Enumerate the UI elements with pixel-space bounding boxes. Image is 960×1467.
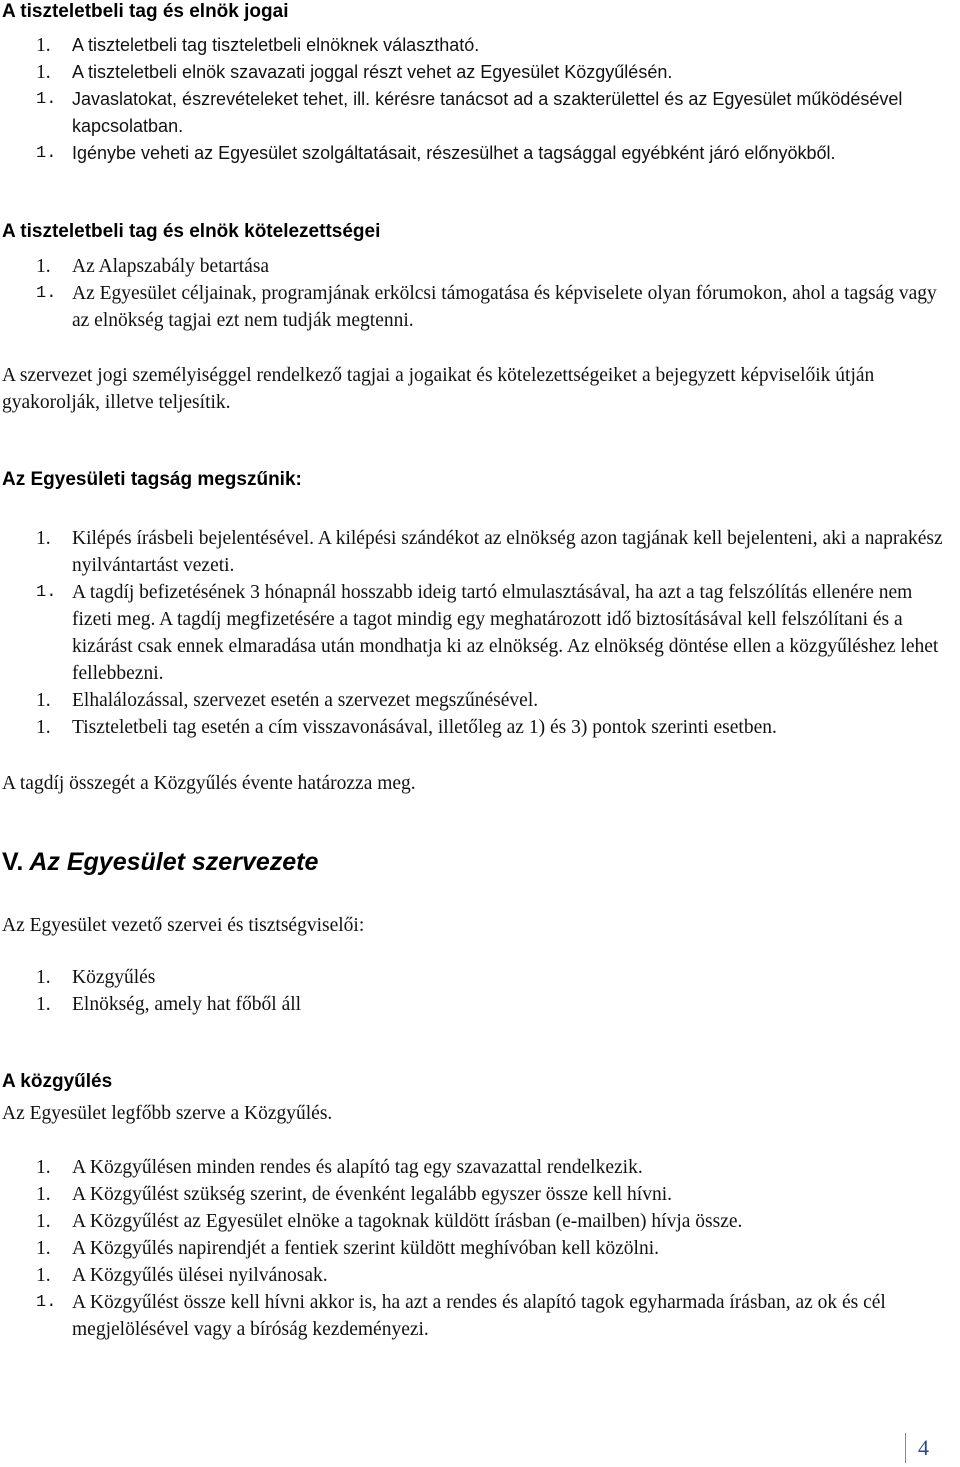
list-item-text: A tagdíj befizetésének 3 hónapnál hosszabb ideig tartó elmulasztásával, ha azt a tag felszólítás ellenére nem fizeti meg. A tagdíj megfizetésére a tagot mindig egy meghatározott idő biztosításával kell felszólítani és a kizárást csak ennek elmaradása után mondhatja ki az elnökség. Az elnökség döntése ellen a közgyűléshez lehet fellebbezni. [72, 582, 939, 684]
list-item-text: A tiszteletbeli elnök szavazati joggal részt vehet az Egyesület Közgyűlésén. [72, 62, 673, 82]
list-marker: 1. [36, 256, 51, 277]
list-marker: 1. [36, 690, 51, 711]
list-marker: 1. [36, 994, 51, 1015]
list-marker: 1. [36, 528, 51, 549]
list-item [0, 1289, 956, 1343]
paragraph-representatives: A szervezet jogi személyiséggel rendelkező tagjai a jogaikat és kötelezettségeiket a bejegyzett képviselőik útján gyakorolják, illetve teljesítik. [2, 365, 875, 413]
list-marker: 1. [36, 1238, 51, 1259]
list-item-text: A tiszteletbeli tag tiszteletbeli elnöknek választható. [72, 35, 480, 55]
list-item-text: A Közgyűlés ülései nyilvánosak. [72, 1265, 328, 1286]
list-marker: 1. [36, 967, 51, 988]
heading-honorary-duties: A tiszteletbeli tag és elnök kötelezettségei [2, 221, 381, 242]
honorary-duties-list [0, 253, 956, 334]
list-item-text: Elhalálozással, szervezet esetén a szervezet megszűnésével. [72, 690, 539, 711]
list-item [0, 86, 956, 140]
list-item [0, 714, 956, 741]
honorary-rights-list [0, 32, 956, 167]
list-marker: 1. [36, 1293, 57, 1312]
list-item-text: Kilépés írásbeli bejelentésével. A kilépési szándékot az elnökség azon tagjának kell bejelenteni, aki a naprakész nyilvántartást vezeti. [72, 528, 943, 576]
list-marker: 1. [36, 1157, 51, 1178]
list-item [0, 1154, 956, 1181]
list-marker: 1. [36, 583, 57, 602]
list-item [0, 579, 956, 687]
list-item-text: Az Egyesület céljainak, programjának erkölcsi támogatása és képviselete olyan fórumokon, ahol a tagság vagy az elnökség tagjai ezt nem tudják megtenni. [72, 283, 937, 331]
paragraph-organs: Az Egyesület vezető szervei és tisztségviselői: [2, 915, 365, 936]
list-item-text: A Közgyűlést az Egyesület elnöke a tagoknak küldött írásban (e-mailben) hívja össze. [72, 1211, 743, 1232]
list-item-text: Igénybe veheti az Egyesület szolgáltatásait, részesülhet a tagsággal egyébként járó előnyökből. [72, 143, 836, 163]
list-item [0, 140, 956, 167]
assembly-list [0, 1154, 956, 1343]
list-item-text: A Közgyűlést össze kell hívni akkor is, ha azt a rendes és alapító tagok egyharmada írásban, az ok és cél megjelölésével vagy a bíróság kezdeményezi. [72, 1292, 886, 1340]
list-item [0, 1235, 956, 1262]
paragraph-assembly: Az Egyesület legfőbb szerve a Közgyűlés. [2, 1103, 333, 1124]
list-item [0, 1262, 956, 1289]
list-marker: 1. [36, 144, 57, 163]
list-item [0, 687, 956, 714]
paragraph-fee: A tagdíj összegét a Közgyűlés évente határozza meg. [2, 773, 416, 794]
list-marker: 1. [36, 90, 57, 109]
list-marker: 1. [36, 1184, 51, 1205]
list-item [0, 1208, 956, 1235]
list-item-text: A Közgyűlést szükség szerint, de évenként legalább egyszer össze kell hívni. [72, 1184, 672, 1205]
list-item-text: Tiszteletbeli tag esetén a cím visszavonásával, illetőleg az 1) és 3) pontok szerinti esetben. [72, 717, 777, 738]
list-marker: 1. [36, 284, 57, 303]
list-item [0, 32, 956, 59]
list-item [0, 59, 956, 86]
heading-termination: Az Egyesületi tagság megszűnik: [2, 469, 302, 490]
organs-list [0, 964, 956, 1018]
list-item-text: Elnökség, amely hat főből áll [72, 994, 302, 1015]
list-item-text: Közgyűlés [72, 967, 156, 988]
heading-honorary-rights: A tiszteletbeli tag és elnök jogai [2, 1, 289, 22]
section-number: V. [2, 848, 24, 876]
list-item-text: A Közgyűlés napirendjét a fentiek szerint küldött meghívóban kell közölni. [72, 1238, 660, 1259]
list-item-text: A Közgyűlésen minden rendes és alapító tag egy szavazattal rendelkezik. [72, 1157, 643, 1178]
list-item [0, 525, 956, 579]
list-marker: 1. [36, 35, 51, 56]
list-marker: 1. [36, 1265, 51, 1286]
list-item [0, 280, 956, 334]
list-item [0, 991, 956, 1018]
list-item-text: Az Alapszabály betartása [72, 256, 270, 277]
page-number: 4 [905, 1433, 929, 1463]
list-marker: 1. [36, 1211, 51, 1232]
list-marker: 1. [36, 62, 51, 83]
termination-list [0, 525, 956, 741]
list-item-text: Javaslatokat, észrevételeket tehet, ill. kérésre tanácsot ad a szakterülettel és az Egyesület működésével kapcsolatban. [72, 89, 903, 136]
list-item [0, 964, 956, 991]
list-marker: 1. [36, 717, 51, 738]
section-title-text: Az Egyesület szervezete [29, 848, 319, 876]
list-item [0, 1181, 956, 1208]
heading-assembly: A közgyűlés [2, 1071, 113, 1092]
section-title [2, 847, 318, 877]
list-item [0, 253, 956, 280]
